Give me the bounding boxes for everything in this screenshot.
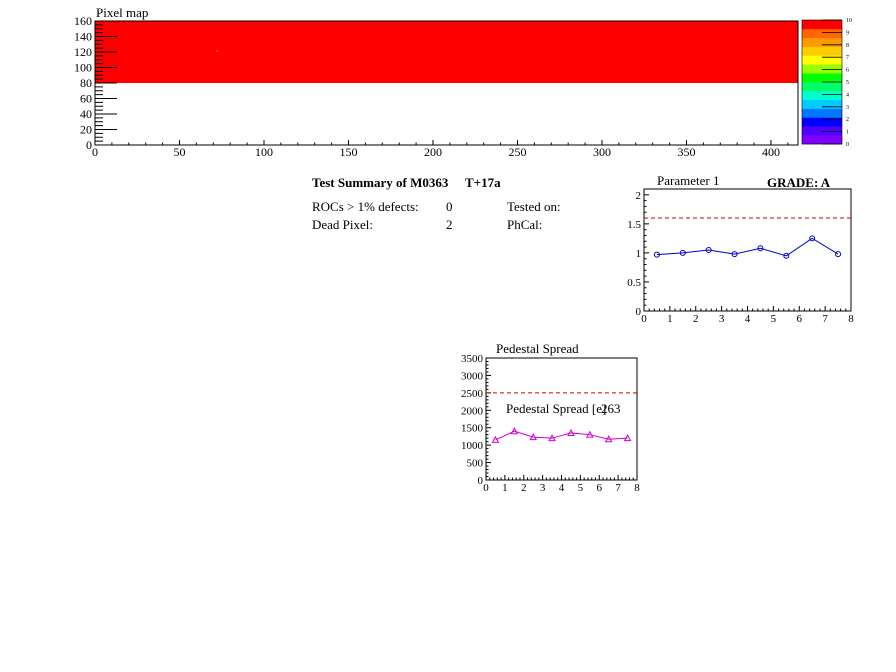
pedestal-spread-y-tick-label: 1500 xyxy=(461,422,483,435)
parameter-1-y-tick-label: 0.5 xyxy=(627,276,641,289)
pixel-map-x-tick-label: 300 xyxy=(592,145,611,159)
colorbar-tick-label: 3 xyxy=(846,104,849,111)
pedestal-spread-x-tick-label: 0 xyxy=(483,482,489,494)
pedestal-spread-x-tick-label: 3 xyxy=(539,482,546,494)
pixel-map-y-tick-label: 20 xyxy=(80,122,92,137)
pixel-map-y-tick-label: 140 xyxy=(74,29,92,44)
colorbar-segment xyxy=(802,109,842,118)
pedestal-spread-annotation: Pedestal Spread [e] xyxy=(506,401,607,416)
pixel-map-y-tick-label: 60 xyxy=(80,91,92,106)
colorbar-segment xyxy=(802,47,842,56)
colorbar-tick-label: 10 xyxy=(846,18,852,24)
rocs-label: ROCs > 1% defects: xyxy=(312,199,419,214)
pedestal-spread-chart xyxy=(461,353,640,494)
parameter-1-x-tick-label: 2 xyxy=(693,313,699,325)
pedestal-spread-y-tick-label: 0 xyxy=(477,475,483,487)
pedestal-spread-y-tick-label: 500 xyxy=(466,457,483,470)
pixel-map-colorbar xyxy=(802,18,852,148)
colorbar-tick-label: 2 xyxy=(846,117,849,124)
pixel-map-x-tick-label: 0 xyxy=(92,145,98,159)
colorbar-segment xyxy=(802,135,842,144)
parameter-1-x-tick-label: 4 xyxy=(744,313,751,325)
colorbar-segment xyxy=(802,38,842,47)
parameter-1-y-tick-label: 1.5 xyxy=(627,218,641,231)
phcal-label: PhCal: xyxy=(507,217,543,232)
rocs-value: 0 xyxy=(446,199,453,214)
colorbar-segment xyxy=(802,91,842,100)
pedestal-spread-x-tick-label: 4 xyxy=(558,482,565,494)
pixel-map-x-tick-label: 100 xyxy=(254,145,273,159)
parameter-1-chart xyxy=(627,189,854,325)
pixel-map-x-tick-label: 200 xyxy=(423,145,442,159)
pixel-map-y-tick-label: 160 xyxy=(74,14,92,28)
pedestal-spread-y-tick-label: 2500 xyxy=(461,387,483,400)
parameter-1-title: Parameter 1 xyxy=(657,173,720,188)
pixel-map-dead-pixel xyxy=(217,50,218,51)
pedestal-spread-title: Pedestal Spread xyxy=(496,341,579,356)
parameter-1-x-tick-label: 3 xyxy=(718,313,725,325)
colorbar-tick-label: 6 xyxy=(846,67,849,74)
colorbar-tick-label: 5 xyxy=(846,80,849,86)
pedestal-spread-y-tick-label: 3000 xyxy=(461,370,483,383)
pixel-map-y-tick-label: 80 xyxy=(80,76,92,90)
pixel-map-y-tick-label: 100 xyxy=(74,60,92,75)
colorbar-tick-label: 1 xyxy=(846,129,849,136)
pixel-map-x-tick-label: 150 xyxy=(339,145,358,159)
parameter-1-x-tick-label: 6 xyxy=(796,313,802,325)
pixel-map-filled-region xyxy=(95,21,798,83)
pixel-map-title: Pixel map xyxy=(96,5,149,20)
pedestal-spread-x-tick-label: 1 xyxy=(502,482,508,494)
colorbar-segment xyxy=(802,29,842,38)
pedestal-spread-x-tick-label: 2 xyxy=(521,482,527,494)
colorbar-tick-label: 7 xyxy=(846,55,849,62)
pedestal-spread-y-tick-label: 3500 xyxy=(461,353,483,365)
pedestal-spread-value: 263 xyxy=(601,401,621,416)
pedestal-spread-frame xyxy=(486,358,637,480)
colorbar-tick-label: 9 xyxy=(846,30,849,37)
tested-on-label: Tested on: xyxy=(507,199,561,214)
colorbar-tick-label: 4 xyxy=(846,92,849,99)
pedestal-spread-y-tick-label: 2000 xyxy=(461,405,483,418)
summary-tag: T+17a xyxy=(465,175,501,190)
parameter-1-y-tick-label: 0 xyxy=(635,306,641,318)
pedestal-spread-x-tick-label: 5 xyxy=(577,482,584,494)
colorbar-tick-label: 0 xyxy=(846,142,849,148)
dead-pixel-value: 2 xyxy=(446,217,453,232)
parameter-1-x-tick-label: 5 xyxy=(770,313,777,325)
parameter-1-frame xyxy=(644,189,851,311)
parameter-1-x-tick-label: 0 xyxy=(641,313,647,325)
pixel-map-x-tick-label: 250 xyxy=(508,145,527,159)
dead-pixel-label: Dead Pixel: xyxy=(312,217,374,232)
summary-title: Test Summary of M0363 xyxy=(312,175,449,190)
colorbar-segment xyxy=(802,82,842,91)
pixel-map-y-tick-label: 0 xyxy=(86,138,92,152)
colorbar-segment xyxy=(802,64,842,73)
pedestal-spread-x-tick-label: 8 xyxy=(634,482,640,494)
pixel-map-y-tick-label: 120 xyxy=(74,45,92,59)
colorbar-tick-label: 8 xyxy=(846,42,849,49)
grade-label: GRADE: A xyxy=(767,175,831,190)
pixel-map-x-tick-label: 50 xyxy=(173,145,186,159)
colorbar-segment xyxy=(802,73,842,82)
pedestal-spread-x-tick-label: 7 xyxy=(615,482,621,494)
pixel-map-x-tick-label: 350 xyxy=(677,145,696,159)
parameter-1-x-tick-label: 8 xyxy=(848,313,854,325)
pixel-map-y-tick-label: 40 xyxy=(80,107,92,121)
pixel-map-x-tick-label: 400 xyxy=(761,145,780,159)
parameter-1-y-tick-label: 1 xyxy=(635,247,641,260)
pedestal-spread-y-tick-label: 1000 xyxy=(461,440,483,453)
pixel-map-chart xyxy=(74,14,798,159)
colorbar-segment xyxy=(802,100,842,109)
parameter-1-x-tick-label: 7 xyxy=(822,313,828,325)
parameter-1-y-tick-label: 2 xyxy=(635,189,641,202)
colorbar-segment xyxy=(802,20,842,29)
pedestal-spread-x-tick-label: 6 xyxy=(596,482,602,494)
colorbar-segment xyxy=(802,126,842,135)
parameter-1-x-tick-label: 1 xyxy=(667,313,673,325)
